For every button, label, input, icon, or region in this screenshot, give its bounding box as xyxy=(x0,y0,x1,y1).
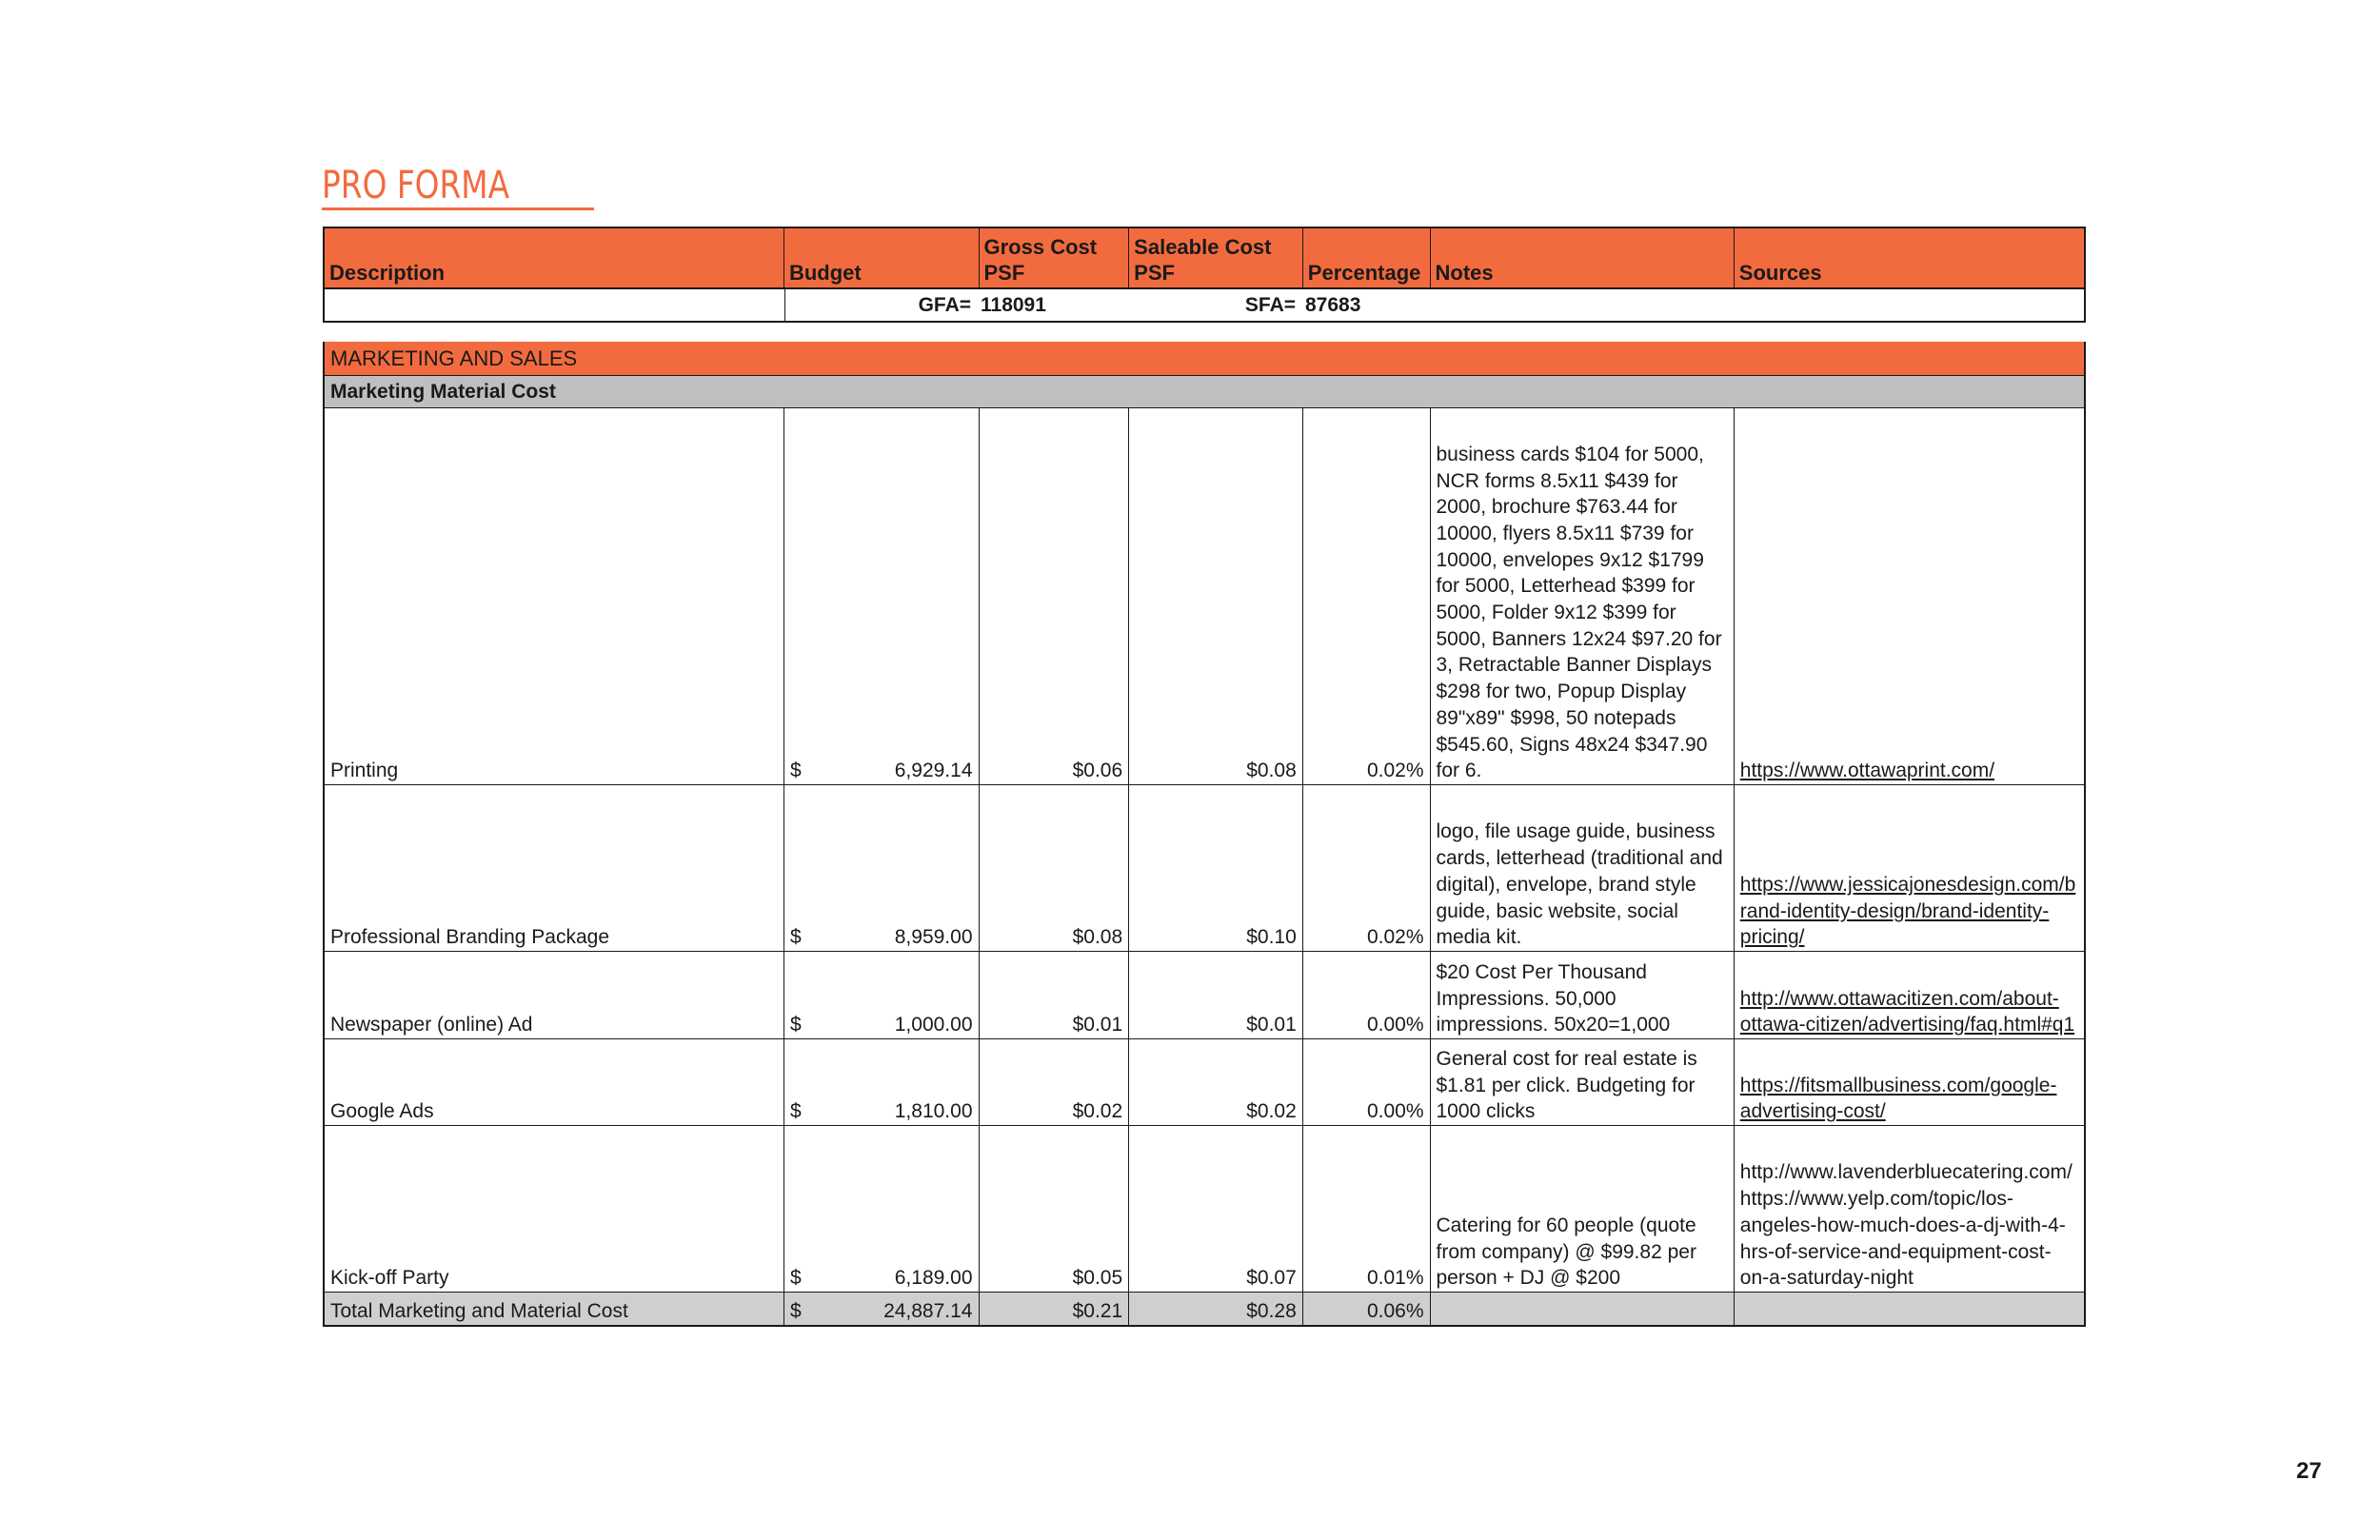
row-gross-psf: $0.01 xyxy=(980,952,1130,1038)
total-description: Total Marketing and Material Cost xyxy=(325,1293,784,1325)
total-sources-empty xyxy=(1735,1293,2084,1325)
currency-symbol: $ xyxy=(789,1014,802,1037)
row-notes: $20 Cost Per Thousand Impressions. 50,000 impressions. 50x20=1,000 xyxy=(1431,952,1735,1038)
page-title: PRO FORMA xyxy=(322,164,510,207)
header-percentage: Percentage xyxy=(1303,228,1431,287)
title-underline xyxy=(322,207,594,210)
gfa-label: GFA= xyxy=(918,293,971,316)
header-gross-cost-psf: Gross Cost PSF xyxy=(980,228,1130,287)
header-budget: Budget xyxy=(784,228,980,287)
header-description: Description xyxy=(325,228,784,287)
table-row xyxy=(325,785,2084,952)
row-budget xyxy=(784,1039,980,1125)
currency-symbol: $ xyxy=(789,1300,802,1323)
total-row xyxy=(325,1293,2084,1327)
row-notes: General cost for real estate is $1.81 per click. Budgeting for 1000 clicks xyxy=(1431,1039,1735,1125)
budget-value: 1,000.00 xyxy=(894,1014,973,1037)
row-notes: Catering for 60 people (quote from company) @ $99.82 per person + DJ @ $200 xyxy=(1431,1126,1735,1292)
row-percentage: 0.02% xyxy=(1303,785,1431,951)
sfa-label: SFA= xyxy=(1244,293,1296,316)
row-description: Printing xyxy=(325,408,784,784)
total-saleable-psf: $0.28 xyxy=(1129,1293,1303,1325)
row-description: Google Ads xyxy=(325,1039,784,1125)
row-percentage: 0.01% xyxy=(1303,1126,1431,1292)
row-description: Newspaper (online) Ad xyxy=(325,952,784,1038)
row-source-link[interactable]: https://www.ottawaprint.com/ xyxy=(1739,760,1995,782)
row-gross-psf: $0.08 xyxy=(980,785,1130,951)
currency-symbol: $ xyxy=(789,926,802,949)
row-source-link[interactable]: http://www.lavenderbluecatering.com/ https://www.yelp.com/topic/los-angeles-how-much-does-a-dj-with-4-hrs-of-service-and-equipment-cost-on-a-saturday-night xyxy=(1739,1161,2073,1290)
row-gross-psf: $0.02 xyxy=(980,1039,1130,1125)
total-budget xyxy=(784,1293,980,1325)
total-notes-empty xyxy=(1431,1293,1735,1325)
column-header-row xyxy=(325,228,2084,289)
sfa-value: 87683 xyxy=(1305,293,1361,316)
marketing-table xyxy=(323,342,2086,1327)
row-gross-psf: $0.05 xyxy=(980,1126,1130,1292)
total-gross-psf: $0.21 xyxy=(980,1293,1130,1325)
table-row xyxy=(325,408,2084,785)
table-row xyxy=(325,1126,2084,1293)
currency-symbol: $ xyxy=(789,1267,802,1290)
currency-symbol: $ xyxy=(789,760,802,782)
row-budget xyxy=(784,1126,980,1292)
row-percentage: 0.00% xyxy=(1303,1039,1431,1125)
row-description: Professional Branding Package xyxy=(325,785,784,951)
row-saleable-psf: $0.01 xyxy=(1129,952,1303,1038)
total-percentage: 0.06% xyxy=(1303,1293,1431,1325)
row-gross-psf: $0.06 xyxy=(980,408,1130,784)
header-saleable-cost-psf: Saleable Cost PSF xyxy=(1129,228,1303,287)
row-percentage: 0.00% xyxy=(1303,952,1431,1038)
row-percentage: 0.02% xyxy=(1303,408,1431,784)
section-heading: MARKETING AND SALES xyxy=(325,342,2084,376)
area-row xyxy=(325,289,2084,321)
page-number: 27 xyxy=(2296,1458,2322,1484)
budget-value: 1,810.00 xyxy=(894,1100,973,1123)
row-description: Kick-off Party xyxy=(325,1126,784,1292)
row-budget xyxy=(784,408,980,784)
row-budget xyxy=(784,785,980,951)
row-saleable-psf: $0.02 xyxy=(1129,1039,1303,1125)
total-budget-value: 24,887.14 xyxy=(883,1300,973,1323)
row-notes: logo, file usage guide, business cards, letterhead (traditional and digital), envelope, brand style guide, basic website, social media kit. xyxy=(1431,785,1735,951)
row-saleable-psf: $0.08 xyxy=(1129,408,1303,784)
row-source-link[interactable]: http://www.ottawacitizen.com/about-ottawa-citizen/advertising/faq.html#q1 xyxy=(1739,987,2075,1037)
row-notes: business cards $104 for 5000, NCR forms 8.5x11 $439 for 2000, brochure $763.44 for 10000, flyers 8.5x11 $739 for 10000, envelopes 9x12 $1799 for 5000, Letterhead $399 for 5000, Folder 9x12 $399 for 5000, Banners 12x24 $97.20 for 3, Retractable Banner Displays $298 for two, Popup Display 89"x89" $998, 50 notepads $545.60, Signs 48x24 $347.90 for 6. xyxy=(1431,408,1735,784)
gfa-value: 118091 xyxy=(981,293,1046,316)
budget-value: 6,929.14 xyxy=(894,760,973,782)
header-notes: Notes xyxy=(1431,228,1735,287)
row-source-link[interactable]: https://fitsmallbusiness.com/google-advertising-cost/ xyxy=(1739,1074,2057,1123)
budget-value: 8,959.00 xyxy=(894,926,973,949)
row-saleable-psf: $0.07 xyxy=(1129,1126,1303,1292)
subsection-heading: Marketing Material Cost xyxy=(325,376,2084,408)
header-sources: Sources xyxy=(1738,261,1822,285)
table-row xyxy=(325,952,2084,1039)
currency-symbol: $ xyxy=(789,1100,802,1123)
budget-value: 6,189.00 xyxy=(894,1267,973,1290)
area-spacer xyxy=(325,289,785,321)
row-saleable-psf: $0.10 xyxy=(1129,785,1303,951)
table-row xyxy=(325,1039,2084,1126)
row-source-link[interactable]: https://www.jessicajonesdesign.com/brand-identity-design/brand-identity-pricing/ xyxy=(1739,873,2076,949)
column-header-block xyxy=(323,227,2086,323)
row-budget xyxy=(784,952,980,1038)
